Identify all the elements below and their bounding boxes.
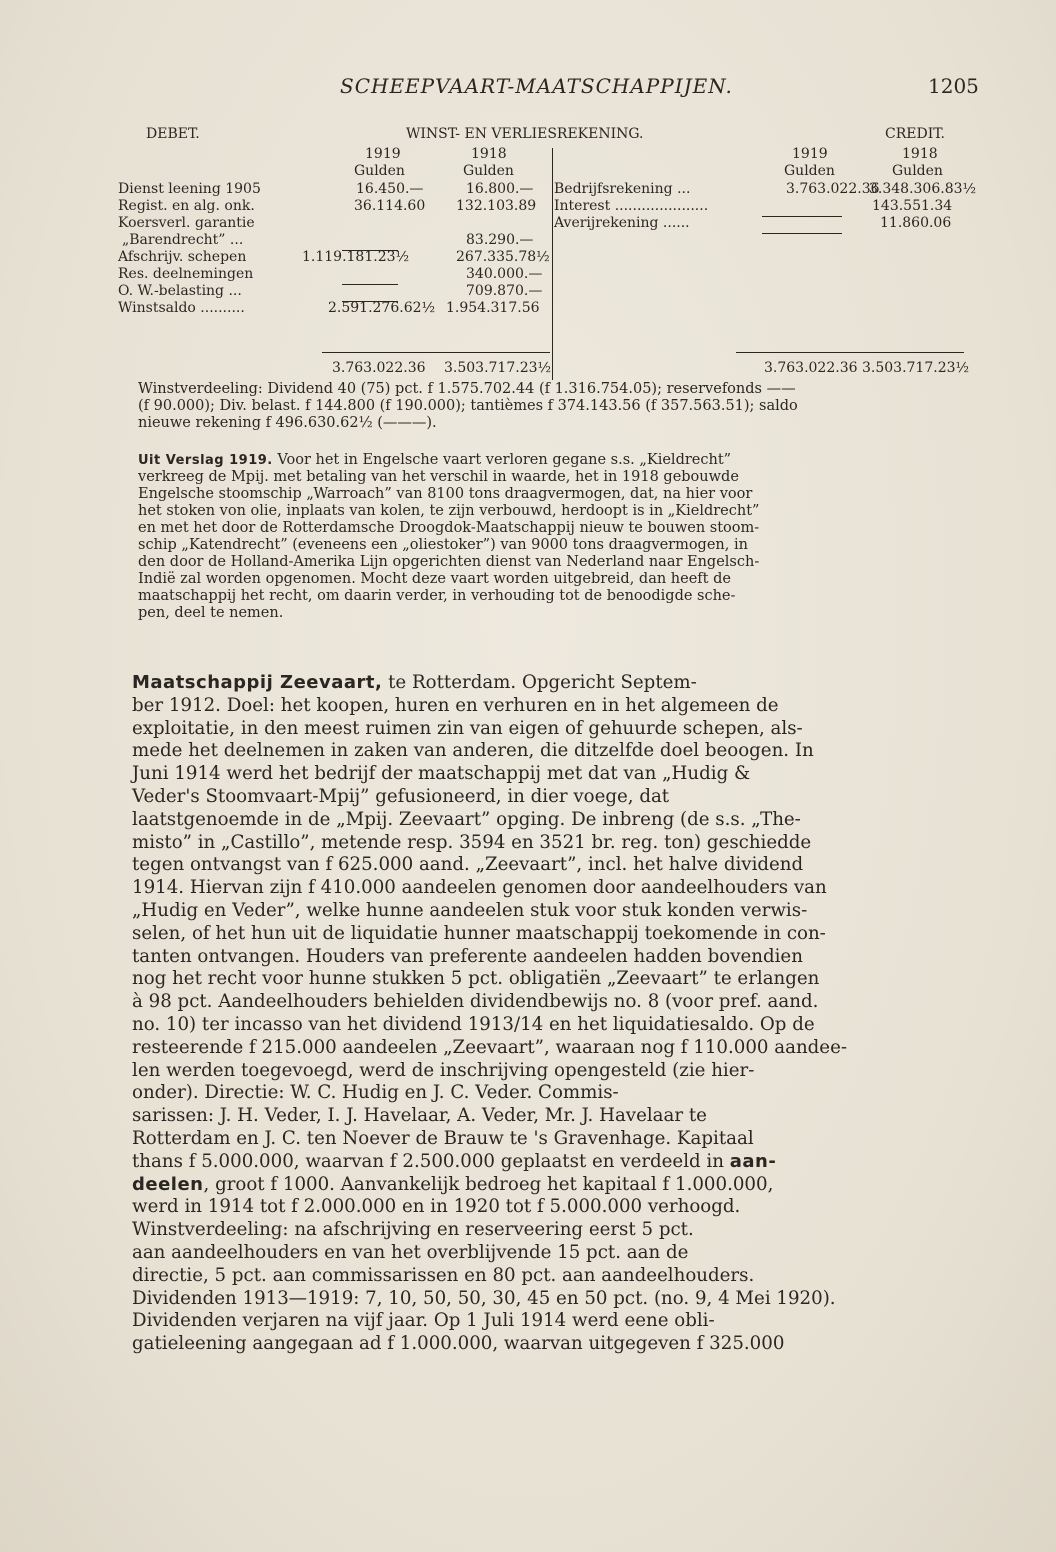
account-divider (552, 148, 553, 380)
main-line: resteerende f 215.000 aandeelen „Zeevaart”, waaraan nog f 110.000 aandee- (132, 1036, 847, 1058)
credit-row-1918: 143.551.34 (872, 198, 953, 214)
running-title: SCHEEPVAART-MAATSCHAPPIJEN. (340, 74, 733, 98)
debet-year-1919: 1919 (365, 146, 401, 162)
verslag-line (138, 452, 731, 469)
verslag-line: Indië zal worden opgenomen. Mocht deze vaart worden uitgebreid, dan heeft de (138, 571, 731, 587)
company-name: Maatschappij Zeevaart, (132, 672, 383, 693)
main-line: Veder's Stoomvaart-Mpij” gefusioneerd, in dier voege, dat (132, 785, 670, 807)
main-line: 1914. Hiervan zijn f 410.000 aandeelen genomen door aandeelhouders van (132, 877, 827, 899)
main-line: nog het recht voor hunne stukken 5 pct. obligatiën „Zeevaart” te erlangen (132, 968, 820, 990)
debet-row-1918: 709.870.— (466, 283, 543, 299)
verslag-line: verkreeg de Mpij. met betaling van het verschil in waarde, het in 1918 gebouwde (138, 469, 739, 485)
credit-total-1919: 3.763.022.36 (764, 360, 858, 376)
debet-total-1918: 3.503.717.23½ (444, 360, 552, 376)
main-line: directie, 5 pct. aan commissarissen en 80 pct. aan aandeelhouders. (132, 1264, 755, 1286)
main-line: à 98 pct. Aandeelhouders behielden dividendbewijs no. 8 (voor pref. aand. (132, 991, 819, 1013)
debet-row-label: Dienst leening 1905 (118, 181, 261, 197)
verslag-line: Engelsche stoomschip „Warroach” van 8100 tons draagvermogen, dat, na hier voor (138, 486, 753, 502)
debet-currency-1918: Gulden (463, 163, 514, 179)
debet-label: DEBET. (146, 126, 200, 142)
debet-row-1919: 36.114.60 (354, 198, 426, 214)
credit-currency-1918: Gulden (892, 163, 943, 179)
main-line: Winstverdeeling: na afschrijving en reserveering eerst 5 pct. (132, 1219, 694, 1241)
credit-total-rule (736, 352, 964, 353)
debet-row-1918: 132.103.89 (456, 198, 537, 214)
main-line: laatstgenoemde in de „Mpij. Zeevaart” opging. De inbreng (de s.s. „The- (132, 808, 801, 830)
winstverdeeling-line: Winstverdeeling: Dividend 40 (75) pct. f 1.575.702.44 (f 1.316.754.05); reservefonds —— (138, 381, 796, 397)
main-line: Dividenden verjaren na vijf jaar. Op 1 Juli 1914 werd eene obli- (132, 1310, 715, 1332)
main-line: ber 1912. Doel: het koopen, huren en verhuren en in het algemeen de (132, 694, 779, 716)
main-line: gatieleening aangegaan ad f 1.000.000, waarvan uitgegeven f 325.000 (132, 1333, 785, 1355)
debet-row-1919: 16.450.— (356, 181, 424, 197)
aan-word: aan- (729, 1150, 777, 1172)
verslag-line: schip „Katendrecht” (eveneens een „oliestoker”) van 9000 tons draagvermogen, in (138, 537, 748, 553)
credit-row-label: Interest ..................... (554, 198, 709, 214)
debet-currency-1919: Gulden (354, 163, 405, 179)
debet-row-label: O. W.-belasting ... (118, 283, 242, 299)
main-line: tegen ontvangst van f 625.000 aand. „Zeevaart”, incl. het halve dividend (132, 854, 804, 876)
credit-currency-1919: Gulden (784, 163, 835, 179)
main-line: tanten ontvangen. Houders van preferente aandeelen hadden bovendien (132, 945, 803, 967)
verslag-line: pen, deel te nemen. (138, 605, 284, 621)
account-title: WINST- EN VERLIESREKENING. (406, 126, 644, 142)
main-line: exploitatie, in den meest ruimen zin van eigen of gehuurde schepen, als- (132, 717, 803, 739)
debet-row-label: Koersverl. garantie (118, 215, 255, 231)
credit-row-label: Bedrijfsrekening ... (554, 181, 691, 197)
main-line: Rotterdam en J. C. ten Noever de Brauw te 's Gravenhage. Kapitaal (132, 1127, 754, 1149)
credit-year-1918: 1918 (902, 146, 938, 162)
debet-row-1918: 16.800.— (466, 181, 534, 197)
main-line: Dividenden 1913—1919: 7, 10, 50, 50, 30, 45 en 50 pct. (no. 9, 4 Mei 1920). (132, 1287, 836, 1309)
credit-row-1918: 11.860.06 (880, 215, 952, 231)
debet-row-label: Regist. en alg. onk. (118, 198, 255, 214)
verslag-line: het stoken von olie, inplaats van kolen, te zijn verbouwd, herdoopt is in „Kieldrecht” (138, 503, 760, 519)
main-line: misto” in „Castillo”, metende resp. 3594 en 3521 br. reg. ton) geschiedde (132, 831, 812, 853)
verslag-line: maatschappij het recht, om daarin verder, in verhouding tot de benoodigde sche- (138, 588, 736, 604)
company-entry (132, 672, 962, 1356)
credit-year-1919: 1919 (792, 146, 828, 162)
debet-row-1919: 1.119.181.23½ (302, 249, 410, 265)
debet-row-1918: 1.954.317.56 (446, 300, 540, 316)
main-line: no. 10) ter incasso van het dividend 1913/14 en het liquidatiesaldo. Op de (132, 1013, 815, 1035)
main-line: thans f 5.000.000, waarvan f 2.500.000 geplaatst en verdeeld in aan- (132, 1150, 777, 1172)
winstverdeeling-line: (f 90.000); Div. belast. f 144.800 (f 190.000); tantièmes f 374.143.56 (f 357.563.51); saldo (138, 398, 798, 414)
debet-total-1919: 3.763.022.36 (332, 360, 426, 376)
credit-row-1919: 3.763.022.36 (786, 181, 880, 197)
main-line: aan aandeelhouders en van het overblijvende 15 pct. aan de (132, 1241, 689, 1263)
main-line: deelen, groot f 1000. Aanvankelijk bedroeg het kapitaal f 1.000.000, (132, 1173, 774, 1195)
debet-row-1919: 2.591.276.62½ (328, 300, 436, 316)
winstverdeeling-line: nieuwe rekening f 496.630.62½ (———). (138, 415, 437, 431)
credit-row-label: Averijrekening ...... (554, 215, 690, 231)
debet-row-label: Afschrijv. schepen (118, 249, 247, 265)
credit-label: CREDIT. (885, 126, 945, 142)
main-line: sarissen: J. H. Veder, I. J. Havelaar, A. Veder, Mr. J. Havelaar te (132, 1105, 707, 1127)
main-line: mede het deelnemen in zaken van anderen, die ditzelfde doel beoogen. In (132, 740, 814, 762)
credit-total-1918: 3.503.717.23½ (862, 360, 970, 376)
verslag-line: en met het door de Rotterdamsche Droogdok-Maatschappij nieuw te bouwen stoom- (138, 520, 760, 536)
credit-row-dash (762, 223, 842, 242)
credit-row-1918: 3.348.306.83½ (869, 181, 977, 197)
verslag-lead: Uit Verslag 1919. (138, 453, 273, 468)
main-line: werd in 1914 tot f 2.000.000 en in 1920 tot f 5.000.000 verhoogd. (132, 1196, 741, 1218)
main-line: len werden toegevoegd, werd de inschrijving opengesteld (zie hier- (132, 1059, 755, 1081)
verslag-line: den door de Holland-Amerika Lijn opgerichten dienst van Nederland naar Engelsch- (138, 554, 760, 570)
main-line: „Hudig en Veder”, welke hunne aandeelen stuk voor stuk konden verwis- (132, 899, 808, 921)
debet-row-label: Winstsaldo .......... (118, 300, 245, 316)
debet-total-rule (322, 352, 550, 353)
debet-row-label: Res. deelnemingen (118, 266, 254, 282)
debet-row-label: „Barendrecht” ... (122, 232, 244, 248)
main-line: Juni 1914 werd het bedrijf der maatschappij met dat van „Hudig & (132, 763, 751, 785)
main-line: onder). Directie: W. C. Hudig en J. C. Veder. Commis- (132, 1082, 619, 1104)
debet-row-1918: 83.290.— (466, 232, 534, 248)
verslag-text: Voor het in Engelsche vaart verloren gegane s.s. „Kieldrecht” (277, 452, 732, 468)
page-number: 1205 (928, 74, 979, 98)
debet-year-1918: 1918 (471, 146, 507, 162)
main-line: Maatschappij Zeevaart, te Rotterdam. Opgericht Septem- (132, 672, 697, 693)
debet-row-1918: 340.000.— (466, 266, 543, 282)
main-line: selen, of het hun uit de liquidatie hunner maatschappij toekomende in con- (132, 922, 826, 944)
debet-row-1918: 267.335.78½ (456, 249, 550, 265)
deelen-word: deelen (132, 1173, 204, 1195)
